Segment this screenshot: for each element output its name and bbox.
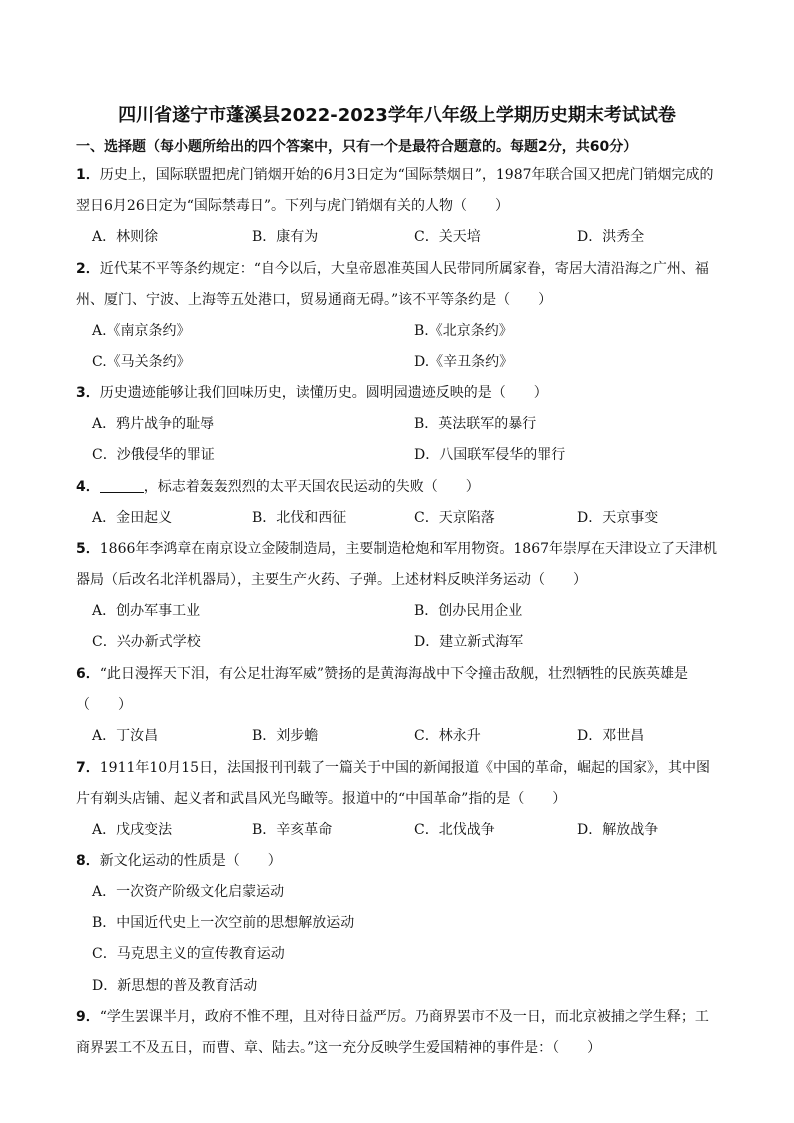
question-6-line-1 — [76, 663, 738, 685]
option-c[interactable]: C.《马关条约》 — [92, 354, 191, 370]
question-text: 近代某不平等条约规定：“自今以后，大皇帝恩准英国人民带同所属家眷，寄居大清沿海之广州、福 — [99, 261, 709, 277]
answer-blank — [100, 478, 144, 493]
option-c[interactable]: C．林永升 — [414, 728, 481, 744]
question-9-line-1 — [76, 1006, 738, 1028]
question-3-options-row-2 — [92, 444, 738, 466]
option-d[interactable]: D．天京事变 — [577, 510, 659, 526]
question-number: 8． — [76, 853, 100, 869]
option-b[interactable]: B.《北京条约》 — [414, 323, 513, 339]
question-8-option-b-row — [92, 912, 738, 934]
question-8-option-c-row — [92, 943, 738, 965]
option-a[interactable]: A．戊戌变法 — [92, 822, 173, 838]
question-2-options-row-2 — [92, 351, 738, 373]
section-heading: 一、选择题（每小题所给出的四个答案中，只有一个是最符合题意的。每题2分，共60分） — [76, 139, 638, 155]
option-b[interactable]: B．刘步蟾 — [252, 728, 319, 744]
exam-title: 四川省遂宁市蓬溪县2022-2023学年八年级上学期历史期末考试试卷 — [118, 105, 676, 126]
option-c[interactable]: C．天京陷落 — [414, 510, 495, 526]
option-a[interactable]: A．金田起义 — [92, 510, 173, 526]
question-number: 5． — [76, 541, 100, 557]
question-number: 7． — [76, 760, 100, 776]
question-9-line-2: 商界罢工不及五日，而曹、章、陆去。”这一充分反映学生爱国精神的事件是：（ ） — [76, 1040, 602, 1056]
question-2-line-1 — [76, 258, 738, 280]
option-a[interactable]: A．林则徐 — [92, 229, 159, 245]
option-d[interactable]: D．建立新式海军 — [414, 634, 524, 650]
question-number: 2． — [76, 261, 100, 277]
question-text: 新文化运动的性质是（ ） — [99, 853, 282, 869]
question-5-options-row-1 — [92, 600, 738, 622]
option-b[interactable]: B．康有为 — [252, 229, 319, 245]
question-number: 1． — [76, 167, 100, 183]
question-4-options — [92, 507, 738, 529]
option-d[interactable]: D．邓世昌 — [577, 728, 645, 744]
option-c[interactable]: C．沙俄侵华的罪证 — [92, 447, 215, 463]
option-d[interactable]: D．八国联军侵华的罪行 — [414, 447, 566, 463]
option-a[interactable]: A．创办军事工业 — [92, 603, 201, 619]
question-1-options — [92, 226, 738, 248]
question-text: 1866年李鸿章在南京设立金陵制造局，主要制造枪炮和军用物资。1867年崇厚在天津设立了天津机 — [99, 541, 718, 557]
question-5-line-2: 器局（后改名北洋机器局），主要生产火药、子弹。上述材料反映洋务运动（ ） — [76, 572, 587, 588]
option-c[interactable]: C．北伐战争 — [414, 822, 495, 838]
question-1-line-2: 翌日6月26日定为“国际禁毒日”。下列与虎门销烟有关的人物（ ） — [76, 198, 510, 214]
question-text: 历史上，国际联盟把虎门销烟开始的6月3日定为“国际禁烟日”，1987年联合国又把虎门销烟完成的 — [99, 167, 714, 183]
option-b[interactable]: B．英法联军的暴行 — [414, 416, 537, 432]
question-3-options-row-1 — [92, 413, 738, 435]
question-number: 3． — [76, 385, 100, 401]
option-a[interactable]: A．丁汝昌 — [92, 728, 159, 744]
option-b[interactable]: B．中国近代史上一次空前的思想解放运动 — [92, 915, 355, 931]
option-d[interactable]: D．解放战争 — [577, 822, 659, 838]
option-b[interactable]: B．创办民用企业 — [414, 603, 523, 619]
question-8-line-1 — [76, 850, 738, 872]
question-7-line-1 — [76, 757, 738, 779]
question-number: 4． — [76, 479, 100, 495]
option-c[interactable]: C．关天培 — [414, 229, 481, 245]
question-number: 6． — [76, 666, 100, 682]
question-8-option-a-row — [92, 881, 738, 903]
question-text: “学生罢课半月，政府不惟不理，且对待日益严厉。乃商界罢市不及一日，而北京被捕之学生释；工 — [99, 1009, 709, 1025]
option-d[interactable]: D．洪秀全 — [577, 229, 645, 245]
option-b[interactable]: B．北伐和西征 — [252, 510, 347, 526]
question-4-line-1 — [76, 476, 738, 498]
question-5-line-1 — [76, 538, 738, 560]
option-c[interactable]: C．马克思主义的宣传教育运动 — [92, 946, 285, 962]
question-5-options-row-2 — [92, 631, 738, 653]
question-6-options — [92, 725, 738, 747]
question-number: 9． — [76, 1009, 100, 1025]
question-2-line-2: 州、厦门、宁波、上海等五处港口，贸易通商无碍。”该不平等条约是（ ） — [76, 292, 553, 308]
question-2-options-row-1 — [92, 320, 738, 342]
question-3-line-1 — [76, 382, 738, 404]
option-d[interactable]: D.《辛丑条约》 — [414, 354, 514, 370]
option-d[interactable]: D．新思想的普及教育活动 — [92, 978, 258, 994]
question-7-options — [92, 819, 738, 841]
option-a[interactable]: A．一次资产阶级文化启蒙运动 — [92, 884, 285, 900]
question-text: 1911年10月15日，法国报刊刊载了一篇关于中国的新闻报道《中国的革命，崛起的国家》，其中图 — [99, 760, 711, 776]
question-text: ，标志着轰轰烈烈的太平天国农民运动的失败（ ） — [143, 479, 480, 495]
option-a[interactable]: A.《南京条约》 — [92, 323, 191, 339]
option-b[interactable]: B．辛亥革命 — [252, 822, 333, 838]
question-8-option-d-row — [92, 975, 738, 997]
question-1-line-1 — [76, 164, 738, 186]
option-c[interactable]: C．兴办新式学校 — [92, 634, 201, 650]
question-text: 历史遗迹能够让我们回味历史，读懂历史。圆明园遗迹反映的是（ ） — [99, 385, 548, 401]
option-a[interactable]: A．鸦片战争的耻辱 — [92, 416, 215, 432]
question-text: “此日漫挥天下泪，有公足壮海军威”赞扬的是黄海海战中下令撞击敌舰，壮烈牺牲的民族英雄是 — [99, 666, 689, 682]
question-7-line-2: 片有剃头店铺、起义者和武昌风光鸟瞰等。报道中的“中国革命”指的是（ ） — [76, 791, 567, 807]
question-6-line-2: （ ） — [76, 697, 132, 713]
